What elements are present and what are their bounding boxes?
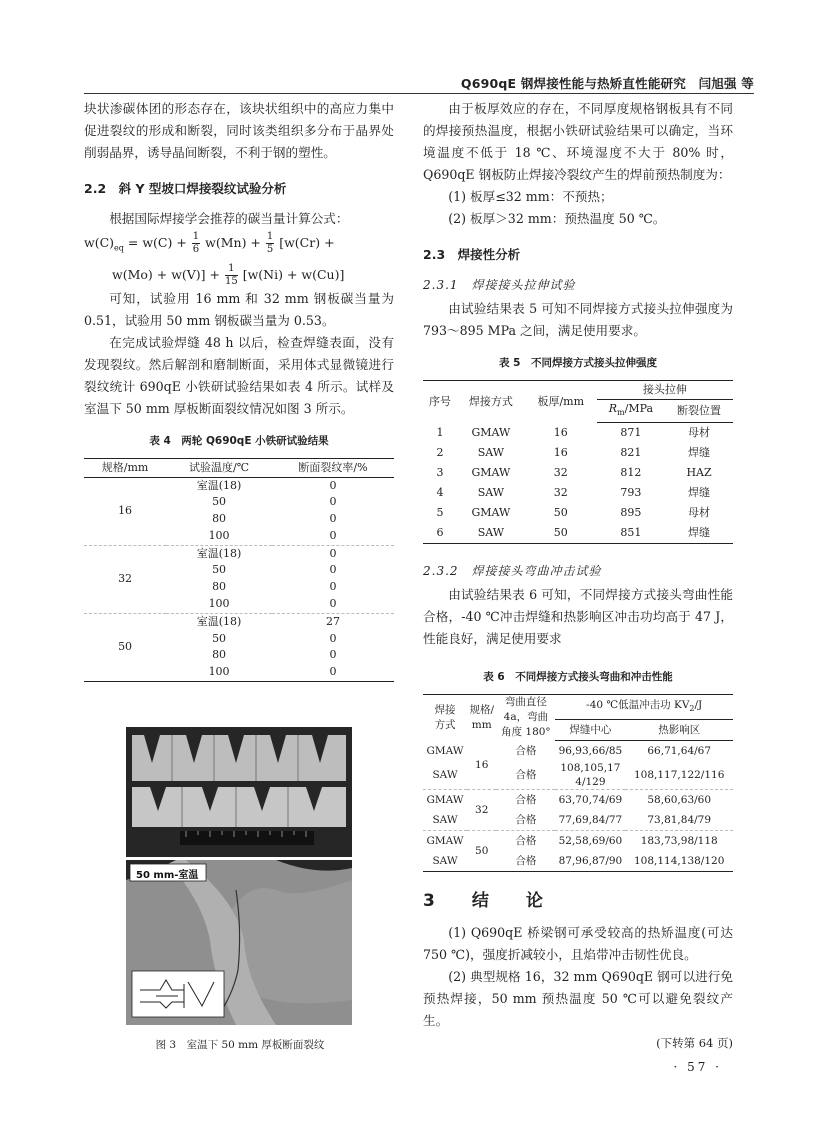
table-cell: 50 — [467, 831, 496, 872]
table-cell: GMAW — [471, 466, 511, 480]
table-cell: 58,60,63/60 — [647, 794, 712, 807]
table-row — [84, 613, 394, 630]
table-cell: 焊缝 — [688, 486, 711, 500]
table-4 — [84, 458, 394, 683]
table-cell: 66,71,64/67 — [647, 745, 712, 758]
table-cell: 焊缝 — [688, 446, 711, 460]
table-cell: SAW — [423, 810, 467, 831]
table-row — [423, 463, 733, 483]
table-cell: 32 — [553, 486, 568, 500]
table-header: 板厚/mm — [525, 381, 597, 423]
intro-paragraph: 块状渗碳体团的形态存在，该块状组织中的高应力集中促进裂纹的形成和断裂，同时该类组织多分布于晶界处削弱晶界，诱导晶间断裂，不利于钢的塑性。 — [84, 101, 394, 160]
table-cell: 50 — [553, 506, 568, 520]
carbon-equivalent-paragraph: 可知，试验用 16 mm 和 32 mm 钢板碳当量为 0.51，试验用 50 mm 钢板碳当量为 0.53。 — [84, 290, 394, 328]
photo-label: 50 mm-室温 — [136, 870, 199, 881]
table-cell: GMAW — [471, 506, 511, 520]
formula-intro: 根据国际焊接学会推荐的碳当量计算公式： — [109, 211, 349, 226]
table-4-caption: 表 4 两轮 Q690qE 小铁研试验结果 — [149, 434, 329, 447]
crack-inspection-paragraph: 在完成试验焊缝 48 h 以后，检查焊缝表面，没有发现裂纹。然后解剖和磨制断面，采用体式显微镜进行裂纹统计 690qE 小铁研试验结果如表 4 所示。试样及室温下 50 mm 厚板断面裂纹情况如图 3 所示。 — [84, 334, 394, 416]
table-cell: 0 — [329, 648, 337, 662]
table-6-caption: 表 6 不同焊接方式接头弯曲和冲击性能 — [483, 671, 673, 684]
table-cell: 80 — [212, 580, 227, 594]
table-cell: 108,114,138/120 — [625, 851, 733, 872]
table-header: 规格/ mm — [467, 695, 496, 741]
table-cell: 793 — [620, 486, 642, 500]
table-cell: 合格 — [515, 794, 537, 807]
formula-part: [w(Ni) + w(Cu)] — [242, 266, 345, 282]
table-header: 焊缝中心 — [555, 720, 625, 741]
table-cell: 合格 — [496, 810, 555, 831]
table-cell: 32 — [553, 466, 568, 480]
right-column — [423, 98, 733, 1054]
fraction: $\frac{1}{6}$ — [192, 231, 200, 255]
table-header: 焊接方式 — [457, 381, 525, 423]
table-cell: 100 — [166, 596, 272, 613]
conclusion-heading: 3 结 论 — [423, 891, 553, 912]
table-cell: 合格 — [515, 745, 537, 758]
table-cell: 27 — [325, 614, 340, 628]
table-cell: 室温(18) — [196, 478, 242, 492]
table-cell: 合格 — [515, 835, 537, 848]
table-cell: 0 — [329, 563, 337, 577]
table-5 — [423, 380, 733, 544]
impact-paragraph: 由试验结果表 6 可知，不同焊接方式接头弯曲性能合格，-40 ℃冲击焊缝和热影响区冲击功均高于 47 J，性能良好，满足使用要求 — [423, 587, 733, 647]
subsection-2-3-1-heading: 2.3.1 焊接接头拉伸试验 — [423, 278, 576, 292]
table-cell: SAW — [477, 446, 505, 460]
table-cell: 73,81,84/79 — [625, 810, 733, 831]
figure-3 — [126, 727, 352, 1052]
table-cell: 16 — [553, 425, 568, 439]
table-cell: 87,96,87/90 — [555, 851, 625, 872]
table-cell: 0 — [329, 512, 337, 526]
table-row — [423, 483, 733, 503]
table-cell: 0 — [329, 495, 337, 509]
section-2-3-heading: 2.3 焊接性分析 — [423, 247, 521, 262]
table-header: 焊接 方式 — [423, 695, 467, 741]
preheat-item-2: (2) 板厚＞32 mm：预热温度 50 ℃。 — [448, 211, 666, 226]
table-cell: 16 — [84, 477, 166, 545]
table-cell: 0 — [272, 664, 394, 681]
preheat-item-1: (1) 板厚≤32 mm：不预热； — [448, 189, 613, 204]
table-cell: 焊缝 — [665, 523, 733, 544]
header-rule — [84, 93, 754, 94]
table-row — [423, 741, 733, 762]
table-cell: 183,73,98/118 — [640, 835, 718, 848]
table-header: $R_m$/MPa — [597, 400, 665, 423]
running-header: Q690qE 钢焊接性能与热矫直性能研究 闫旭强 等 — [460, 76, 754, 91]
table-cell: 3 — [436, 466, 444, 480]
table-header: 规格/mm — [84, 458, 166, 477]
table-cell: HAZ — [686, 466, 712, 480]
table-cell: 108,117,122/116 — [625, 761, 733, 790]
table-cell: 77,69,84/77 — [555, 810, 625, 831]
table-cell: 871 — [620, 426, 642, 440]
table-cell: GMAW — [426, 835, 464, 848]
formula-part: w(Mo) + w(V)] + — [112, 266, 221, 282]
table-header: 热影响区 — [625, 720, 733, 741]
table-cell: 0 — [272, 596, 394, 613]
table-cell: 32 — [84, 545, 166, 613]
formula-part: w(Mn) + — [205, 235, 261, 250]
section-2-2-heading: 2.2 斜 Y 型坡口焊接裂纹试验分析 — [84, 181, 287, 196]
table-header: 序号 — [423, 381, 457, 423]
table-header: 试验温度/℃ — [166, 458, 272, 477]
preheat-paragraph: 由于板厚效应的存在，不同厚度规格钢板具有不同的焊接预热温度，根据小铁研试验结果可以确定，当环境温度不低于 18 ℃、环境湿度不大于 80% 时，Q690qE 钢板防止焊接冷裂纹产生的焊前预热制度为： — [423, 101, 733, 182]
table-cell: 合格 — [496, 761, 555, 790]
table-cell: SAW — [477, 486, 505, 500]
table-cell: 0 — [329, 546, 337, 560]
table-cell: 50 — [212, 631, 227, 645]
table-cell: 821 — [620, 446, 642, 460]
carbon-equivalent-formula — [84, 230, 394, 288]
table-header: -40 ℃低温冲击功 $KV_2/J$ — [555, 695, 733, 720]
table-cell: 室温(18) — [196, 614, 242, 628]
table-cell: GMAW — [471, 425, 511, 439]
table-cell: 52,58,69/60 — [558, 835, 623, 848]
conclusion-1: (1) Q690qE 桥梁钢可承受较高的热矫温度(可达 750 ℃)，强度折减较小，且焰带冲击韧性优良。 — [423, 925, 733, 963]
table-5-caption: 表 5 不同焊接方式接头拉伸强度 — [499, 357, 657, 369]
table-cell: 895 — [620, 506, 642, 520]
table-cell: SAW — [423, 851, 467, 872]
subsection-2-3-2-heading: 2.3.2 焊接接头弯曲冲击试验 — [423, 564, 602, 579]
table-cell: 1 — [436, 425, 444, 439]
table-row — [423, 503, 733, 523]
table-cell: 80 — [212, 648, 227, 662]
table-header: 断面裂纹率/% — [272, 458, 394, 477]
table-cell: 室温(18) — [196, 546, 242, 560]
table-cell: GMAW — [426, 745, 464, 758]
table-header: 接头拉伸 — [597, 381, 733, 400]
specimen-photo — [126, 727, 352, 857]
table-cell: 母材 — [688, 506, 711, 520]
table-cell: 0 — [329, 631, 337, 645]
table-cell: 80 — [212, 512, 227, 526]
table-cell: 4 — [436, 486, 444, 500]
fraction: $\frac{1}{15}$ — [225, 262, 238, 287]
table-cell: GMAW — [426, 794, 464, 807]
table-row — [423, 523, 733, 544]
table-cell: 108,105,174/129 — [555, 761, 625, 790]
table-row — [423, 790, 733, 811]
table-cell: 2 — [436, 446, 444, 460]
table-cell: 50 — [212, 495, 227, 509]
table-cell: 50 — [525, 523, 597, 544]
table-cell: 32 — [467, 790, 496, 831]
continued-note: (下转第 64 页) — [656, 1036, 733, 1051]
formula-part: = w(C) + — [127, 235, 187, 250]
table-cell: SAW — [423, 761, 467, 790]
table-cell: 100 — [166, 664, 272, 681]
cross-section-photo — [126, 860, 352, 1025]
table-row — [423, 423, 733, 444]
formula-lhs: w(C) — [84, 235, 115, 250]
table-cell: 合格 — [496, 851, 555, 872]
table-cell: 100 — [166, 528, 272, 545]
table-row — [423, 831, 733, 852]
left-column — [84, 98, 394, 682]
conclusion-2: (2) 典型规格 16，32 mm Q690qE 钢可以进行免预热焊接，50 mm 预热温度 50 ℃可以避免裂纹产生。 — [423, 969, 733, 1029]
table-cell: 6 — [423, 523, 457, 544]
table-cell: 母材 — [688, 426, 711, 440]
table-cell: 63,70,74/69 — [558, 794, 623, 807]
table-cell: 0 — [329, 478, 337, 492]
table-cell: 851 — [597, 523, 665, 544]
table-row — [423, 443, 733, 463]
table-cell: 16 — [553, 446, 568, 460]
table-cell: SAW — [457, 523, 525, 544]
table-row — [84, 545, 394, 562]
table-cell: 812 — [620, 466, 642, 480]
table-cell: 5 — [436, 506, 444, 520]
table-header: 断裂位置 — [665, 400, 733, 423]
figure-3-caption: 图 3 室温下 50 mm 厚板断面裂纹 — [155, 1039, 325, 1051]
table-cell: 0 — [329, 580, 337, 594]
table-cell: 50 — [212, 563, 227, 577]
page-number: · 57 · — [673, 1060, 722, 1074]
tensile-paragraph: 由试验结果表 5 可知不同焊接方式接头拉伸强度为 793～895 MPa 之间，满足使用要求。 — [423, 301, 733, 338]
formula-lhs-sub: eq — [114, 243, 124, 253]
table-cell: 50 — [84, 613, 166, 681]
table-header: 弯曲直径 4a，弯曲 角度 180° — [496, 695, 555, 741]
formula-part: [w(Cr) + — [279, 235, 335, 250]
table-cell: 16 — [467, 741, 496, 790]
table-cell: 96,93,66/85 — [558, 745, 623, 758]
fraction: $\frac{1}{5}$ — [266, 231, 274, 255]
table-cell: 0 — [272, 528, 394, 545]
table-6 — [423, 694, 733, 872]
table-row — [84, 477, 394, 494]
